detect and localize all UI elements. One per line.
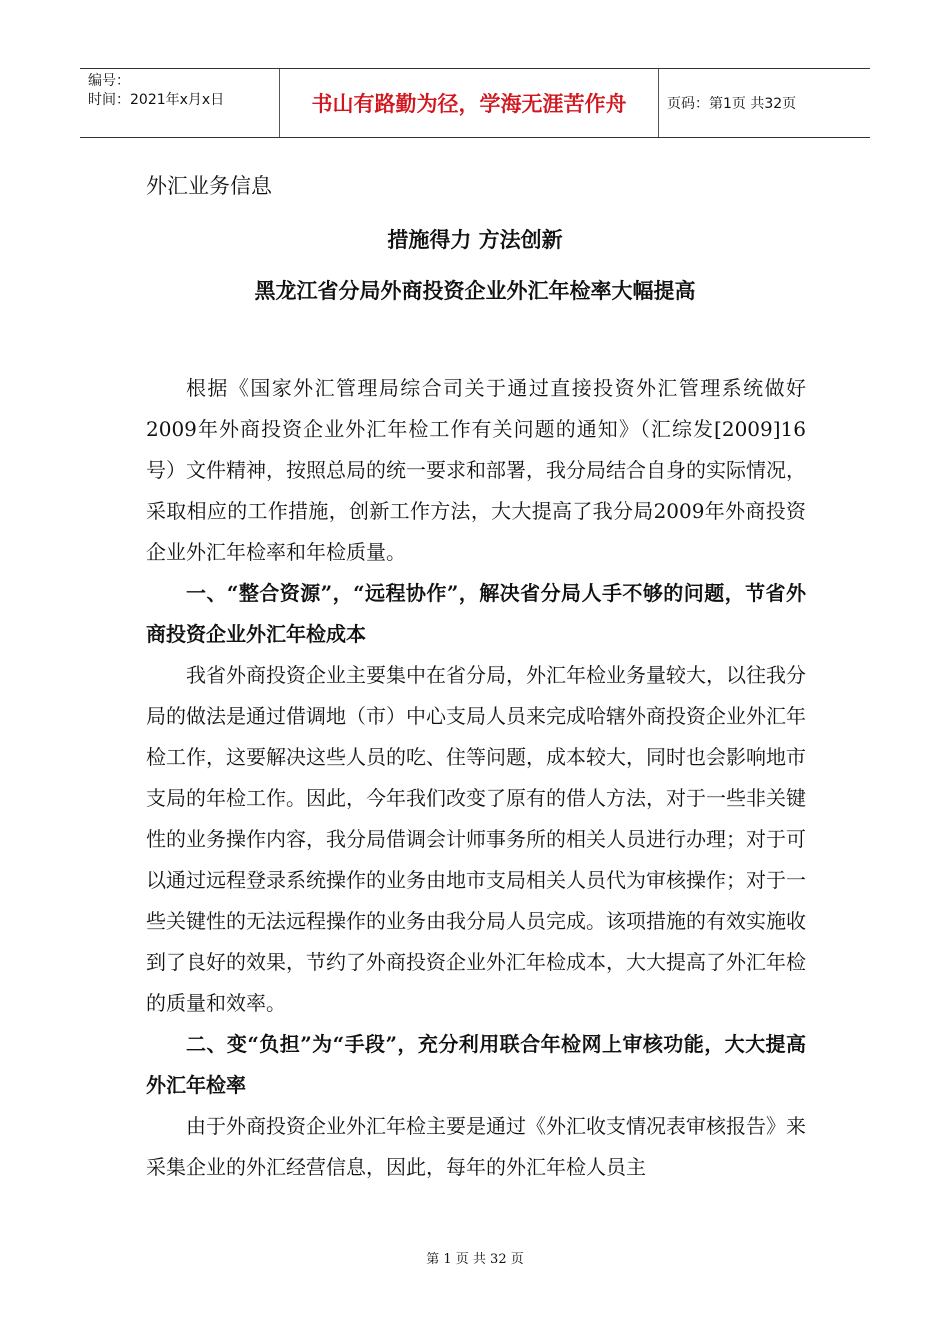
doc-title-line2: 黑龙江省分局外商投资企业外汇年检率大幅提高: [254, 278, 696, 303]
doc-category-label: 外汇业务信息: [146, 174, 272, 198]
header-page-info: 页码：第1页 共32页: [667, 96, 797, 112]
section-heading-2: 二、变“负担”为“手段”，充分利用联合年检网上审核功能，大大提高外汇年检率: [146, 1032, 806, 1097]
paragraph-section-1: 我省外商投资企业主要集中在省分局，外汇年检业务量较大，以往我分局的做法是通过借调地（市）中心支局人员来完成哈辖外商投资企业外汇年检工作，这要解决这些人员的吃、住等问题，成本较大，同时也会影响地市支局的年检工作。因此，今年我们改变了原有的借人方法，对于一些非关键性的业务操作内容，我分局借调会计师事务所的相关人员进行办理；对于可以通过远程登录系统操作的业务由地市支局相关人员代为审核操作；对于一些关键性的无法远程操作的业务由我分局人员完成。该项措施的有效实施收到了良好的效果，节约了外商投资企业外汇年检成本，大大提高了外汇年检的质量和效率。: [146, 663, 806, 1015]
doc-title-line1: 措施得力 方法创新: [387, 227, 563, 252]
number-label: 编号：: [88, 73, 130, 89]
header-motto: 书山有路勤为径，学海无涯苦作舟: [280, 69, 659, 137]
section-heading-1: 一、“整合资源”，“远程协作”，解决省分局人手不够的问题，节省外商投资企业外汇年检成本: [146, 581, 806, 646]
page-footer: 第 1 页 共 32 页: [426, 1252, 524, 1267]
paragraph-intro: 根据《国家外汇管理局综合司关于通过直接投资外汇管理系统做好2009年外商投资企业外汇年检工作有关问题的通知》（汇综发[2009]16号）文件精神，按照总局的统一要求和部署，我分局结合自身的实际情况，采取相应的工作措施，创新工作方法，大大提高了我分局2009年外商投资企业外汇年检率和年检质量。: [146, 376, 806, 564]
date-label: 时间：2021年x月x日: [88, 92, 225, 108]
header-meta: [80, 69, 280, 137]
paragraph-section-2: 由于外商投资企业外汇年检主要是通过《外汇收支情况表审核报告》来采集企业的外汇经营信息，因此，每年的外汇年检人员主: [146, 1114, 806, 1179]
document-body: [146, 368, 806, 1188]
page-header: [80, 68, 870, 138]
